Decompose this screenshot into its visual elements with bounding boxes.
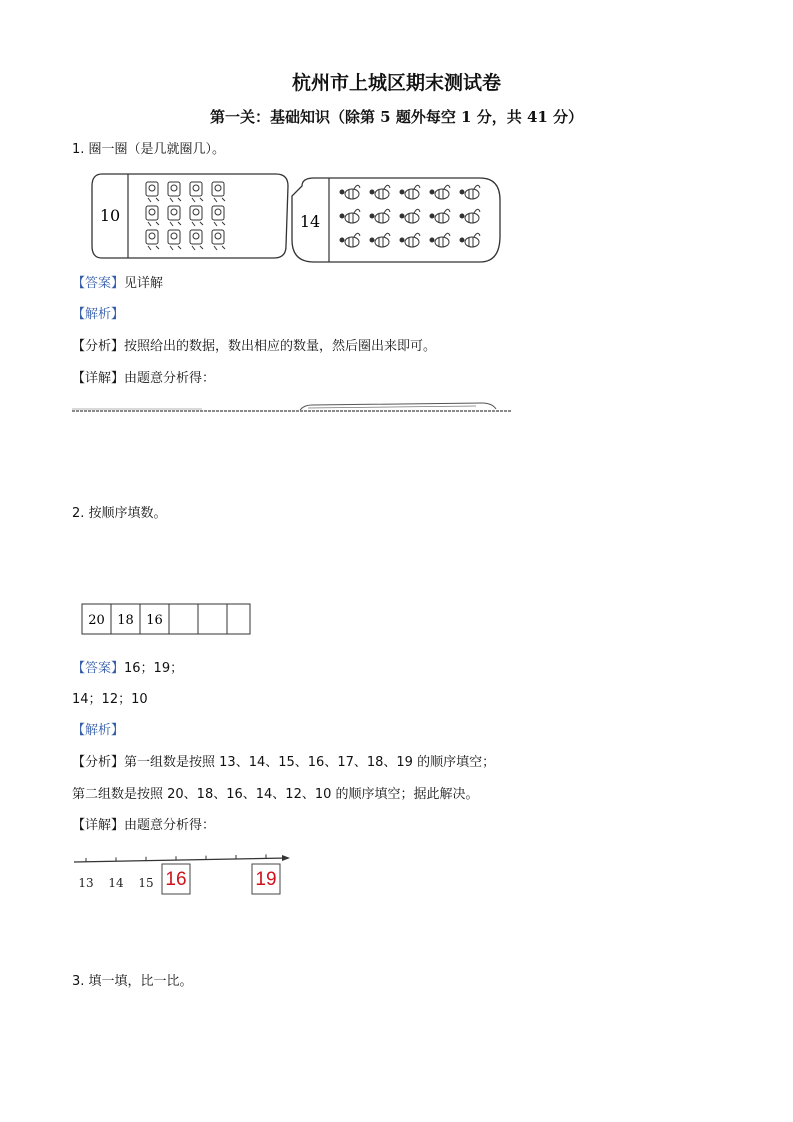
q1-analysis-line xyxy=(72,306,124,324)
bear-icon xyxy=(168,206,181,226)
number-line-answer: 16 xyxy=(165,869,187,890)
number-line-answer: 19 xyxy=(255,869,277,890)
fenxi-tag: 【分析】 xyxy=(72,339,125,354)
bee-icon xyxy=(400,185,420,199)
bear-icon xyxy=(212,230,225,250)
q1-fenxi-line xyxy=(72,338,436,356)
q1-box-10 xyxy=(92,174,288,258)
page-title: 杭州市上城区期末测试卷 xyxy=(291,72,501,94)
sequence-cell: 16 xyxy=(146,613,163,628)
q2-sequence-table xyxy=(80,600,260,640)
sequence-cell: 20 xyxy=(88,613,105,628)
bee-icon xyxy=(370,209,390,223)
bee-icon xyxy=(460,233,480,247)
analysis-tag: 【解析】 xyxy=(72,723,125,738)
detail-tag: 【详解】 xyxy=(72,371,125,386)
bear-icon xyxy=(190,206,203,226)
q2-detail-line xyxy=(72,817,215,835)
q3-question: 3. 填一填，比一比。 xyxy=(72,974,193,989)
sequence-cell: 18 xyxy=(117,613,134,628)
bee-icon xyxy=(430,185,450,199)
fenxi-tag: 【分析】 xyxy=(72,755,125,770)
q2-answer-line-2: 14；12；10 xyxy=(72,692,148,707)
analysis-tag: 【解析】 xyxy=(72,307,125,322)
q2-fenxi-1: 第一组数是按照 13、14、15、16、17、18、19 的顺序填空； xyxy=(124,755,496,770)
q2-number-line xyxy=(72,848,302,898)
q1-answer: 见详解 xyxy=(124,276,164,291)
bear-icon xyxy=(168,182,181,202)
bee-icon xyxy=(340,233,360,247)
q1-answer-line xyxy=(72,275,163,293)
bear-icon xyxy=(212,182,225,202)
bee-icon xyxy=(400,233,420,247)
q2-answer-line xyxy=(72,660,183,678)
answer-tag: 【答案】 xyxy=(72,661,125,676)
answer-tag: 【答案】 xyxy=(72,276,125,291)
bee-icon xyxy=(460,209,480,223)
bee-icon xyxy=(430,209,450,223)
q1-box-14 xyxy=(292,178,500,262)
bear-icon xyxy=(190,230,203,250)
bear-icon xyxy=(212,206,225,226)
q2-detail: 由题意分析得： xyxy=(124,818,216,833)
bee-icon xyxy=(400,209,420,223)
bear-icon xyxy=(146,182,159,202)
q2-analysis-line xyxy=(72,722,124,740)
number-line-label: 13 xyxy=(78,876,94,890)
bear-icon xyxy=(190,182,203,202)
arrow-head-icon xyxy=(282,855,290,861)
section-subtitle: 第一关：基础知识（除第 5 题外每空 1 分，共 41 分） xyxy=(209,108,584,126)
bee-icon xyxy=(340,185,360,199)
q1-figure xyxy=(88,170,508,264)
q1-detail-image-fragment xyxy=(72,400,512,416)
bear-icon xyxy=(146,230,159,250)
q1-box2-number: 14 xyxy=(299,212,321,231)
q1-fenxi: 按照给出的数据，数出相应的数量，然后圈出来即可。 xyxy=(124,339,437,354)
q2-answer-1: 16；19； xyxy=(124,661,184,676)
detail-tag: 【详解】 xyxy=(72,818,125,833)
bee-icon xyxy=(370,233,390,247)
bee-icon xyxy=(430,233,450,247)
bear-icon xyxy=(146,206,159,226)
q2-question: 2. 按顺序填数。 xyxy=(72,506,167,521)
bear-icon xyxy=(168,230,181,250)
q2-fenxi-line-2: 第二组数是按照 20、18、16、14、12、10 的顺序填空；据此解决。 xyxy=(72,787,479,802)
q1-box1-number: 10 xyxy=(99,206,121,225)
bee-icon xyxy=(340,209,360,223)
q1-detail-line xyxy=(72,370,215,388)
number-line-label: 15 xyxy=(138,876,154,890)
q1-question: 1. 圈一圈（是几就圈几）。 xyxy=(72,142,226,157)
q1-detail: 由题意分析得： xyxy=(124,371,216,386)
bee-icon xyxy=(370,185,390,199)
bee-icon xyxy=(460,185,480,199)
number-line-label: 14 xyxy=(108,876,124,890)
q2-fenxi-line xyxy=(72,754,495,772)
